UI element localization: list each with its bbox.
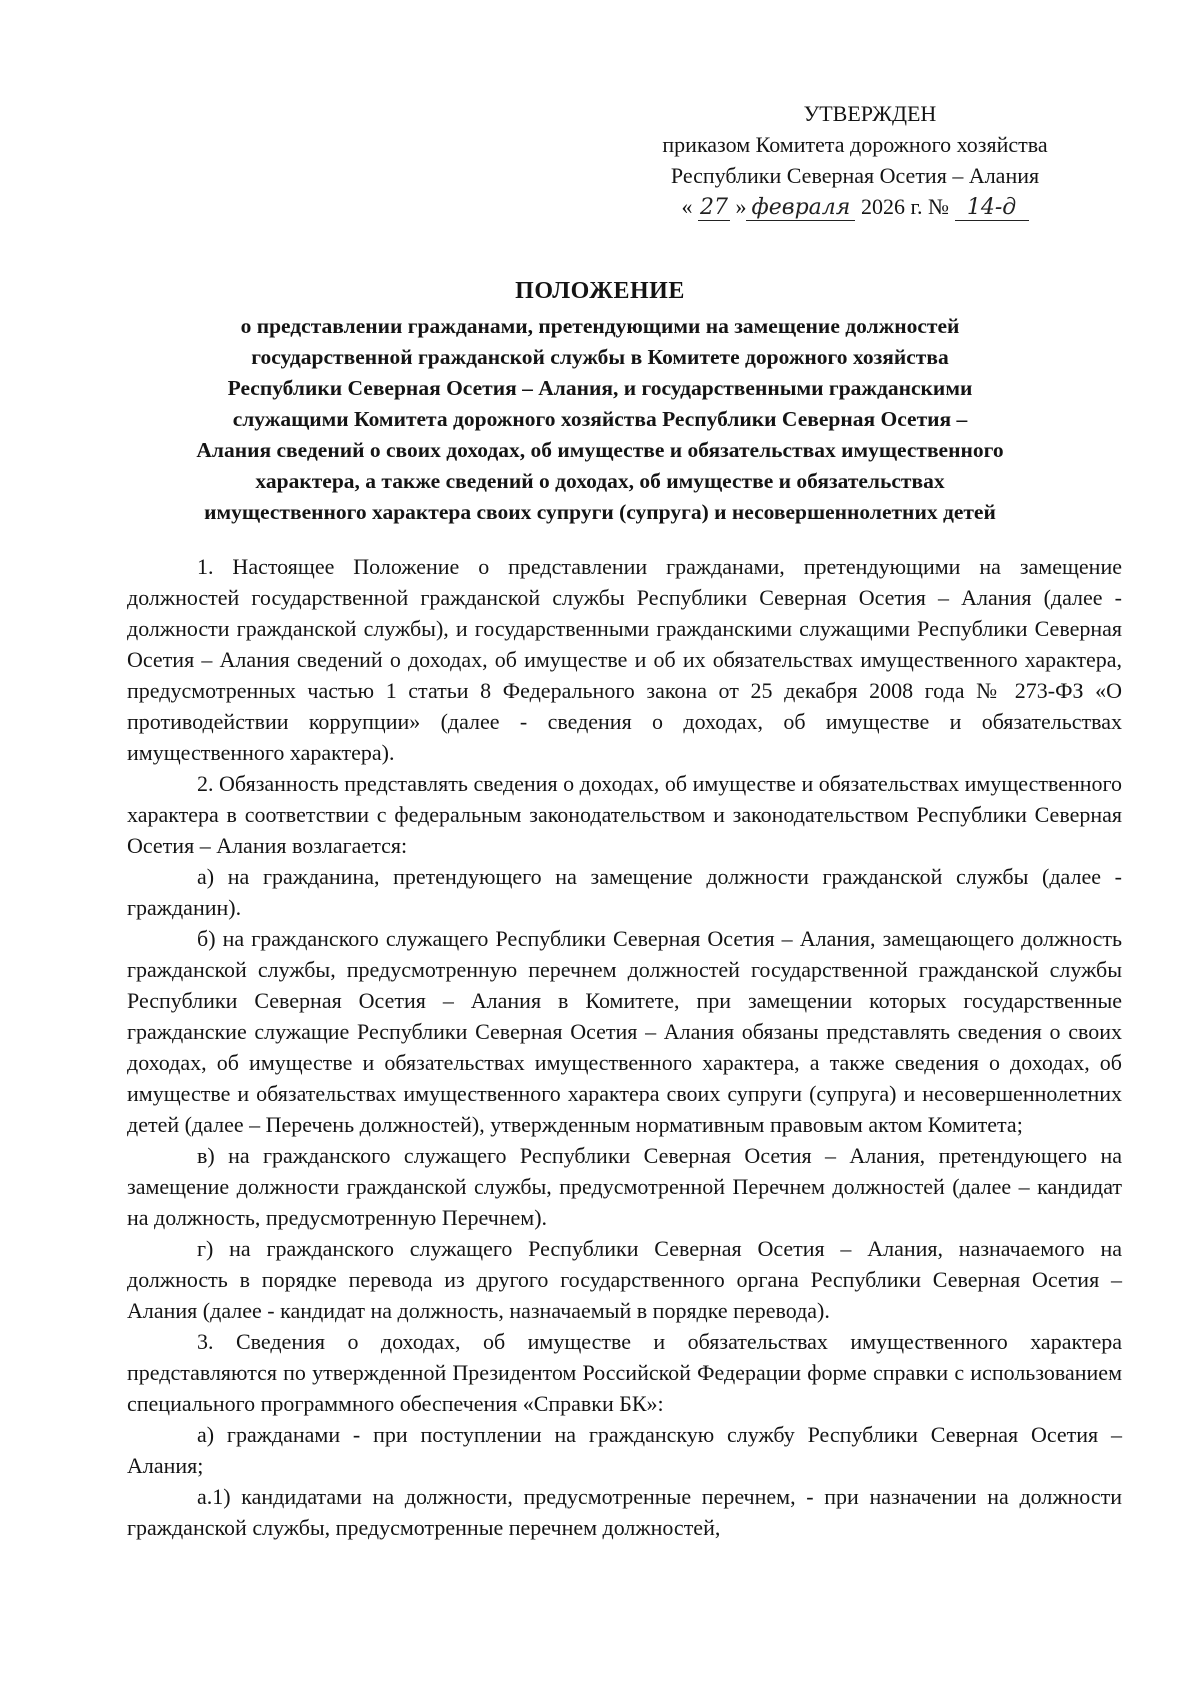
- date-year-label: 2026 г. №: [860, 194, 950, 219]
- subtitle-line: Республики Северная Осетия – Алания, и государственными гражданскими: [227, 376, 973, 400]
- document-body: [127, 551, 1122, 1543]
- paragraph-2a: а) на гражданина, претендующего на замещение должности гражданской службы (далее - гражданин).: [127, 864, 1122, 920]
- paragraph-2b: б) на гражданского служащего Республики Северная Осетия – Алания, замещающего должность гражданской службы, предусмотренную перечнем должностей государственной гражданской службы Республики Северная Осетия – Алания в Комитете, при замещении которых государственные гражданские служащие Республики Северная Осетия – Алания обязаны представлять сведения о своих доходах, об имуществе и обязательствах имущественного характера, а также сведения о доходах, об имуществе и обязательствах имущественного характера своих супруги (супруга) и несовершеннолетних детей (далее – Перечень должностей), утвержденным нормативным правовым актом Комитета;: [127, 926, 1122, 1137]
- paragraph-3a: а) гражданами - при поступлении на гражданскую службу Республики Северная Осетия – Алания;: [127, 1422, 1122, 1478]
- handwritten-order-number: 14-д: [955, 196, 1029, 221]
- paragraph-2g: г) на гражданского служащего Республики Северная Осетия – Алания, назначаемого на должность в порядке перевода из другого государственного органа Республики Северная Осетия – Алания (далее - кандидат на должность, назначаемый в порядке перевода).: [127, 1236, 1122, 1323]
- paragraph-1: 1. Настоящее Положение о представлении гражданами, претендующими на замещение должностей государственной гражданской службы Республики Северная Осетия – Алания (далее - должности гражданской службы), и государственными гражданскими служащими Республики Северная Осетия – Алания сведений о доходах, об имуществе и об их обязательствах имущественного характера, предусмотренных частью 1 статьи 8 Федерального закона от 25 декабря 2008 года № 273-ФЗ «О противодействии коррупции» (далее - сведения о доходах, об имуществе и обязательствах имущественного характера).: [127, 554, 1122, 765]
- document-title: ПОЛОЖЕНИЕ: [515, 278, 685, 304]
- approval-date-line: [620, 191, 1090, 222]
- approval-block: [620, 98, 1090, 222]
- approval-heading: УТВЕРЖДЕН: [803, 101, 937, 126]
- date-close-quote: »: [735, 194, 747, 219]
- document-subtitle: [100, 311, 1100, 528]
- subtitle-line: характера, а также сведений о доходах, об имуществе и обязательствах: [255, 469, 945, 493]
- paragraph-2: 2. Обязанность представлять сведения о доходах, об имуществе и обязательствах имущественного характера в соответствии с федеральным законодательством и законодательством Республики Северная Осетия – Алания возлагается:: [127, 771, 1122, 858]
- approval-order-line-2: Республики Северная Осетия – Алания: [670, 163, 1040, 188]
- subtitle-line: Алания сведений о своих доходах, об имуществе и обязательствах имущественного: [196, 438, 1004, 462]
- date-open-quote: «: [681, 194, 693, 219]
- subtitle-line: служащими Комитета дорожного хозяйства Республики Северная Осетия –: [232, 407, 968, 431]
- approval-order-line-1: приказом Комитета дорожного хозяйства: [662, 132, 1048, 157]
- handwritten-day: 27: [699, 195, 728, 220]
- subtitle-line: имущественного характера своих супруги (супруга) и несовершеннолетних детей: [204, 500, 996, 524]
- paragraph-3a1: а.1) кандидатами на должности, предусмотренные перечнем, - при назначении на должности гражданской службы, предусмотренные перечнем должностей,: [127, 1484, 1122, 1540]
- subtitle-line: о представлении гражданами, претендующими на замещение должностей: [240, 314, 960, 338]
- paragraph-3: 3. Сведения о доходах, об имуществе и обязательствах имущественного характера представляются по утвержденной Президентом Российской Федерации форме справки с использованием специального программного обеспечения «Справки БК»:: [127, 1329, 1122, 1416]
- paragraph-2v: в) на гражданского служащего Республики Северная Осетия – Алания, претендующего на замещение должности гражданской службы, предусмотренной Перечнем должностей (далее – кандидат на должность, предусмотренную Перечнем).: [127, 1143, 1122, 1230]
- handwritten-month: февраля: [746, 196, 855, 221]
- subtitle-line: государственной гражданской службы в Комитете дорожного хозяйства: [251, 345, 949, 369]
